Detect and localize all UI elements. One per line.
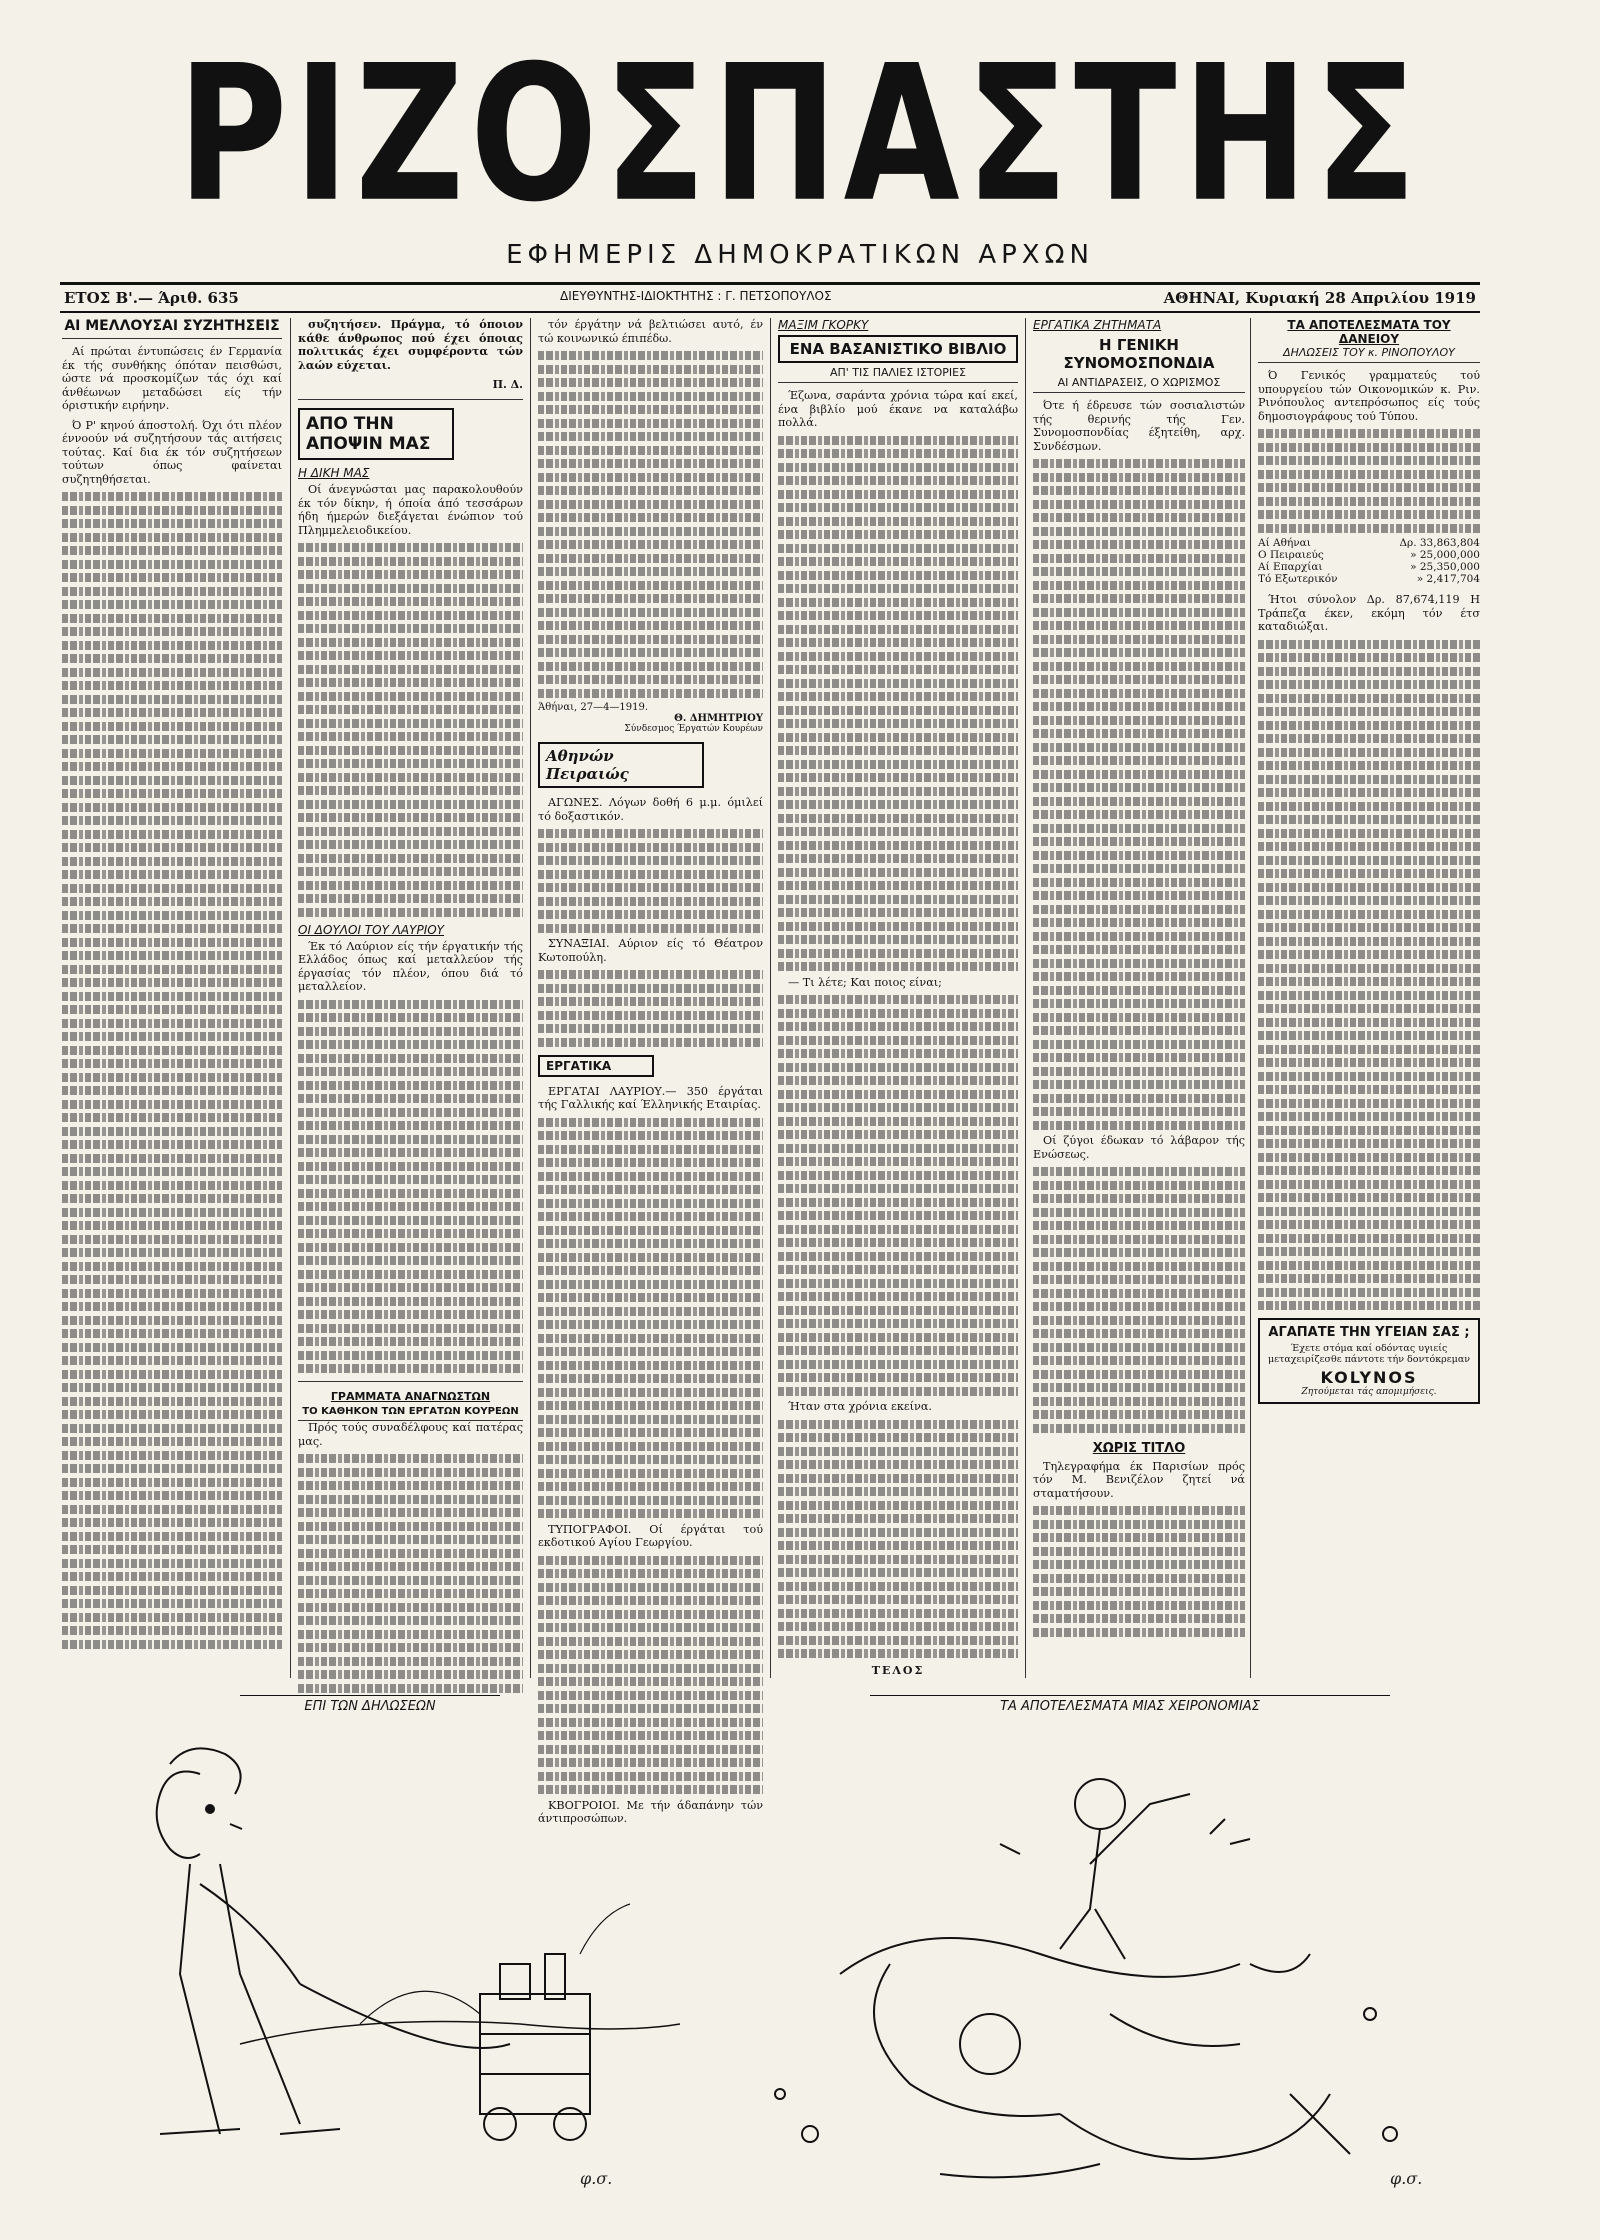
results-label: Τό Εξωτερικόν bbox=[1258, 573, 1338, 585]
cartoon-caption: ΤΑ ΑΠΟΤΕΛΕΣΜΑΤΑ ΜΙΑΣ ΧΕΙΡΟΝΟΜΙΑΣ bbox=[870, 1695, 1390, 1714]
results-table bbox=[1258, 537, 1480, 585]
article-paragraph: ΚΒΟΓΡΟΙΟΙ. Με τήν άδαπάνην τών άντιπροσώπων. bbox=[538, 1798, 763, 1825]
article-body-text bbox=[298, 1000, 523, 1374]
article-paragraph: Ό Ρ' κηνού άποστολή. Όχι ότι πλέον έννοούν νά συζητήσουν τάς αιτήσεις τούτας. Καί δια έκ τόν συζητήσεων τούτων όπως φαίνεται συζητηθήσεται. bbox=[62, 418, 282, 486]
article-paragraph: — Τι λέτε; Και ποιος είναι; bbox=[788, 975, 942, 989]
article-paragraph: Οί ζύγοι έδωκαν τό λάβαρον τής Ενώσεως. bbox=[1033, 1134, 1245, 1161]
article-body-text bbox=[538, 351, 763, 698]
article-headline: ΑΙ ΜΕΛΛΟΥΣΑΙ ΣΥΖΗΤΗΣΕΙΣ bbox=[62, 318, 282, 339]
article-kicker: ΜΑΞΙΜ ΓΚΟΡΚΥ bbox=[778, 318, 869, 332]
results-row bbox=[1258, 537, 1480, 549]
masthead-subtitle: ΕΦΗΜΕΡΙΣ ΔΗΜΟΚΡΑΤΙΚΩΝ ΑΡΧΩΝ bbox=[506, 240, 1094, 270]
ad-text: Έχετε στόμα καί οδόντας υγιείς μεταχειρίζεσθε πάντοτε τήν δοντόκρεμαν bbox=[1267, 1343, 1471, 1365]
article-kicker: Η ΔΙΚΗ ΜΑΣ bbox=[298, 466, 370, 480]
article-headline: ΕΝΑ ΒΑΣΑΝΙΣΤΙΚΟ ΒΙΒΛΙΟ bbox=[778, 335, 1018, 363]
article-paragraph: Οί άνεγνώσται μας παρακολουθούν έκ τόν δίκην, ή όποία άπό τεσσάρων ήδη ήμερών διεξάγεται ένώπιον τού Πλημμελειοδικείου. bbox=[298, 483, 523, 537]
article-kicker: ΕΡΓΑΤΙΚΑ ΖΗΤΗΜΑΤΑ bbox=[1033, 318, 1162, 332]
article-body-text bbox=[1258, 429, 1480, 533]
article-headline: ΤΑ ΑΠΟΤΕΛΕΣΜΑΤΑ ΤΟΥ ΔΑΝΕΙΟΥ bbox=[1287, 318, 1451, 346]
article-subheadline: ΑΙ ΑΝΤΙΔΡΑΣΕΙΣ, Ο ΧΩΡΙΣΜΟΣ bbox=[1033, 376, 1245, 393]
results-value: » 2,417,704 bbox=[1416, 573, 1480, 585]
article-paragraph: Έζωνα, σαράντα χρόνια τώρα καί εκεί, ένα βιβλίο μού έκανε να καταλάβω πολλά. bbox=[778, 389, 1018, 429]
column-5 bbox=[1033, 318, 1245, 1678]
section-headline: ΕΡΓΑΤΙΚΑ bbox=[538, 1055, 654, 1077]
letters-title: ΤΟ ΚΑΘΗΚΟΝ ΤΩΝ ΕΡΓΑΤΩΝ ΚΟΥΡΕΩΝ bbox=[298, 1403, 523, 1421]
article-paragraph: Αί πρώται έντυπώσεις έν Γερμανία έκ τής συνθήκης όπόταν πεισθώσι, ώστε νά προσκομίζων τάς όχι καί άνθέωνων μεταδώσει είς τήν όριστικήν ειρήνην. bbox=[62, 345, 282, 412]
director-line: ΔΙΕΥΘΥΝΤΗΣ-ΙΔΙΟΚΤΗΤΗΣ : Γ. ΠΕΤΣΟΠΟΥΛΟΣ bbox=[560, 289, 832, 303]
article-paragraph: Πρός τούς συναδέλφους καί πατέρας μας. bbox=[298, 1421, 523, 1448]
section-headline: Αθηνών Πειραιώς bbox=[538, 742, 704, 788]
article-paragraph: Ό Γενικός γραμματεύς τού υπουργείου τών Οικονομικών κ. Ριν. Ρινόπουλος αντεπρόσωπος είς τούς δημοσιογράφους τού Τύπου. bbox=[1258, 369, 1480, 423]
column-rule bbox=[530, 318, 531, 1678]
column-6 bbox=[1258, 318, 1480, 1678]
article-paragraph: Ήταν στα χρόνια εκείνα. bbox=[788, 1400, 932, 1413]
article-paragraph: Τηλεγραφήμα έκ Παρισίων πρός τόν Μ. Βενιζέλον ζητεί νά σταματήσουν. bbox=[1033, 1459, 1245, 1500]
article-paragraph: ΣΥΝΑΞΙΑΙ. Αύριον είς τό Θέατρον Κωτοπούλη. bbox=[538, 937, 763, 964]
results-label: Αί Επαρχίαι bbox=[1258, 561, 1323, 573]
svg-text:φ.σ.: φ.σ. bbox=[1390, 2169, 1423, 2188]
cartoon-right bbox=[690, 1695, 1490, 2218]
results-row bbox=[1258, 561, 1480, 573]
article-body-text bbox=[538, 970, 763, 1047]
cartoon-illustration bbox=[690, 1714, 1490, 2214]
section-headline: ΑΠΟ ΤΗΝ ΑΠΟΨΙΝ ΜΑΣ bbox=[298, 408, 454, 460]
results-value: » 25,350,000 bbox=[1410, 561, 1480, 573]
results-label: Ο Πειραιεύς bbox=[1258, 549, 1324, 561]
issue-date: ΑΘΗΝΑΙ, Κυριακή 28 Απριλίου 1919 bbox=[1163, 289, 1476, 307]
article-end: ΤΕΛΟΣ bbox=[871, 1664, 925, 1677]
masthead bbox=[60, 26, 1540, 290]
column-2 bbox=[298, 318, 523, 1678]
article-headline: Η ΓΕΝΙΚΗ ΣΥΝΟΜΟΣΠΟΝΔΙΑ bbox=[1063, 336, 1215, 372]
signature: Π. Δ. bbox=[492, 378, 523, 391]
column-rule bbox=[1250, 318, 1251, 1678]
sign-name: Θ. ΔΗΜΗΤΡΙΟΥ bbox=[674, 713, 763, 724]
cartoon-left bbox=[60, 1695, 680, 2218]
column-3 bbox=[538, 318, 763, 1825]
article-body-text bbox=[62, 492, 282, 1649]
ad-brand: KOLYNOS bbox=[1320, 1368, 1418, 1387]
article-body-text bbox=[778, 995, 1018, 1396]
article-paragraph: Ότε ή έδρευσε τών σοσιαλιστών τής θερινής τής Γεν. Συνομοσπονδίας έξητείθη, αρχ. Συνδέσμων. bbox=[1033, 399, 1245, 453]
article-subheadline: ΔΗΛΩΣΕΙΣ ΤΟΥ κ. ΡΙΝΟΠΟΥΛΟΥ bbox=[1258, 346, 1480, 363]
article-paragraph: τόν έργάτην νά βελτιώσει αυτό, έν τώ κοινωνικώ έπιπέδω. bbox=[538, 318, 763, 345]
article-paragraph: Έκ τό Λαύριον είς τήν έργατικήν τής Ελλάδος όπως καί μεταλλεύον τής έργασίας τόν πλέον, όπου διά τό μεταλλείον. bbox=[298, 939, 523, 993]
svg-text:φ.σ.: φ.σ. bbox=[580, 2169, 613, 2188]
dateline-bar bbox=[60, 282, 1480, 313]
article-paragraph: ΑΓΩΝΕΣ. Λόγων δοθή 6 μ.μ. όμιλεί τό δοξαστικόν. bbox=[538, 796, 763, 823]
article-body-text bbox=[1033, 1506, 1245, 1637]
cartoon-caption: ΕΠΙ ΤΩΝ ΔΗΛΩΣΕΩΝ bbox=[240, 1695, 500, 1714]
results-row bbox=[1258, 549, 1480, 561]
article-body-text bbox=[298, 543, 523, 917]
article-body-text bbox=[1033, 459, 1245, 1130]
results-label: Αί Αθήναι bbox=[1258, 537, 1311, 549]
column-rule bbox=[1025, 318, 1026, 1678]
article-body-text bbox=[1033, 1167, 1245, 1433]
article-body-text bbox=[538, 829, 763, 933]
section-headline: ΧΩΡΙΣ ΤΙΤΛΟ bbox=[1092, 1440, 1186, 1456]
article-kicker: ΟΙ ΔΟΥΛΟΙ ΤΟΥ ΛΑΥΡΙΟΥ bbox=[298, 922, 445, 937]
masthead-title: ΡΙΖΟΣΠΑΣΤΗΣ bbox=[177, 26, 1423, 244]
article-body-text bbox=[778, 436, 1018, 972]
results-value: Δρ. 33,863,804 bbox=[1399, 537, 1480, 549]
column-4 bbox=[778, 318, 1018, 1678]
article-paragraph: Ήτοι σύνολον Δρ. 87,674,119 Η Τράπεζα έκεν, εκόμη τόν έτσ καταδιώξαι. bbox=[1258, 593, 1480, 633]
cartoon-illustration bbox=[60, 1714, 680, 2214]
sign-date: Άθήναι, 27—4—1919. bbox=[538, 702, 649, 713]
column-rule bbox=[290, 318, 291, 1678]
sign-title: Σύνδεσμος Έργατών Κουρέων bbox=[624, 724, 763, 734]
ad-headline: ΑΓΑΠΑΤΕ ΤΗΝ ΥΓΕΙΑΝ ΣΑΣ ; bbox=[1268, 1325, 1470, 1340]
results-value: » 25,000,000 bbox=[1410, 549, 1480, 561]
article-subheadline: ΑΠ' ΤΙΣ ΠΑΛΙΕΣ ΙΣΤΟΡΙΕΣ bbox=[778, 366, 1018, 383]
article-paragraph: ΕΡΓΑΤΑΙ ΛΑΥΡΙΟΥ.— 350 έργάται τής Γαλλικής καί Έλληνικής Εταιρίας. bbox=[538, 1084, 763, 1111]
article-body-text bbox=[538, 1118, 763, 1519]
article-paragraph: ΤΥΠΟΓΡΑΦΟΙ. Οί έργάται τού εκδοτικού Αγίου Γεωργίου. bbox=[538, 1522, 763, 1549]
issue-number: ΕΤΟΣ Β'.— Άριθ. 635 bbox=[64, 289, 239, 307]
results-row bbox=[1258, 573, 1480, 585]
article-body-text bbox=[778, 1420, 1018, 1659]
advertisement-box bbox=[1258, 1318, 1480, 1404]
column-rule bbox=[770, 318, 771, 1678]
article-body-text bbox=[1258, 640, 1480, 1311]
article-body-text bbox=[298, 1454, 523, 1693]
column-1 bbox=[62, 318, 282, 1678]
ad-tagline: Ζητούμεται τάς απομιμήσεις. bbox=[1301, 1387, 1437, 1397]
letters-header: ΓΡΑΜΜΑΤΑ ΑΝΑΓΝΩΣΤΩΝ bbox=[330, 1390, 491, 1403]
article-paragraph: συζητήσεν. Πράγμα, τό όποιον κάθε άνθρωπος πού έχει όποιας πολιτικάς έχει συμφέροντα τών λαών εύχεται. bbox=[298, 317, 523, 372]
